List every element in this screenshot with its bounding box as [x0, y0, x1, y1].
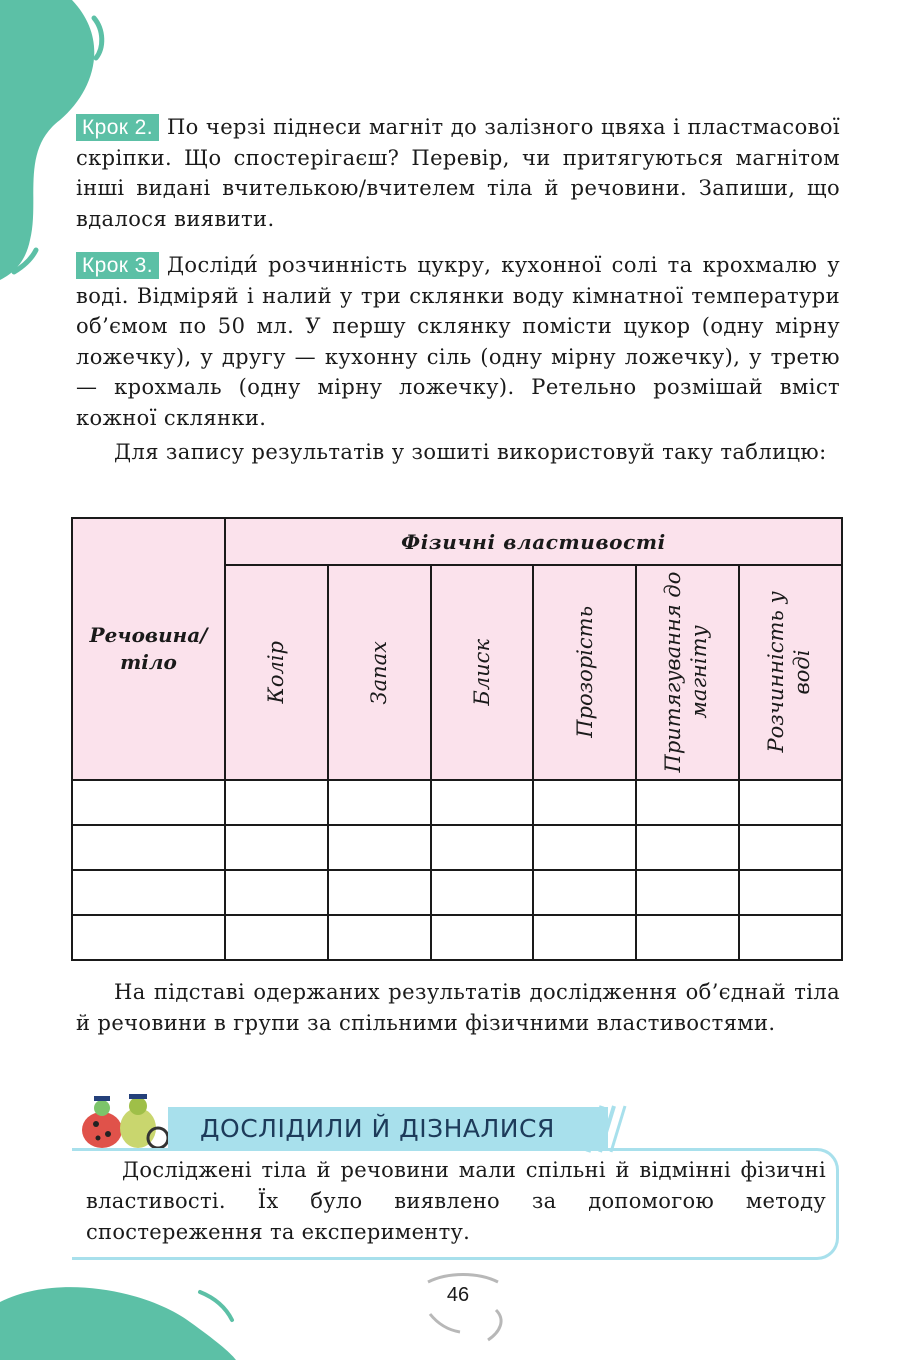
column-header: Колір — [225, 565, 328, 779]
step-3-paragraph — [76, 250, 840, 433]
properties-table — [71, 517, 843, 961]
bugs-icon — [72, 1092, 172, 1154]
table-row — [72, 780, 842, 825]
column-header: Блиск — [431, 565, 534, 779]
step-2-badge: Крок 2. — [76, 114, 159, 141]
column-header: Притягування до магніту — [636, 565, 739, 779]
summary-text: Досліджені тіла й речовини мали спільні й відмінні фізичні властивості. Їх було виявлено за допомогою методу спостереження та експерименту. — [86, 1158, 826, 1244]
column-header: Розчинність у воді — [739, 565, 842, 779]
step-3-badge: Крок 3. — [76, 252, 159, 279]
table-row — [72, 825, 842, 870]
page-number-decoration — [418, 1270, 518, 1350]
column-header: Прозорість — [533, 565, 636, 779]
row-header: Речовина/ тіло — [72, 518, 225, 780]
group-header: Фізичні властивості — [225, 518, 842, 565]
table-row — [72, 915, 842, 960]
banner-stripes — [580, 1104, 630, 1154]
summary-title: ДОСЛІДИЛИ Й ДІЗНАЛИСЯ — [200, 1114, 555, 1143]
bottom-left-decoration — [0, 1262, 250, 1360]
page-number: 46 — [446, 1284, 470, 1306]
table-intro: Для запису результатів у зошиті використовуй таку таблицю: — [114, 440, 827, 464]
step-2-paragraph — [76, 112, 840, 234]
conclusion-paragraph: На підставі одержаних результатів дослідження об’єднай тіла й речовини в групи за спільними фізичними властивостями. — [76, 980, 840, 1035]
step-3-text: Досліди́ розчинність цукру, кухонної солі та крохмалю у воді. Відміряй і налий у три склянки воду кімнатної температури об’ємом по 50 мл. У першу склянку помісти цукор (одну мірну ложечку), у другу — кухонну сіль (одну мірну ложечку), у третю — крохмаль (одну мірну ложечку). Ретельно розмішай вміст кожної склянки. — [76, 253, 840, 430]
step-2-text: По черзі піднеси магніт до залізного цвяха і пластмасової скріпки. Що спостерігаєш? Перевір, чи притягуються магнітом інші видані вчителькою/вчителем тіла й речовини. Запиши, що вдалося виявити. — [76, 115, 840, 231]
table-row — [72, 870, 842, 915]
column-header: Запах — [328, 565, 431, 779]
